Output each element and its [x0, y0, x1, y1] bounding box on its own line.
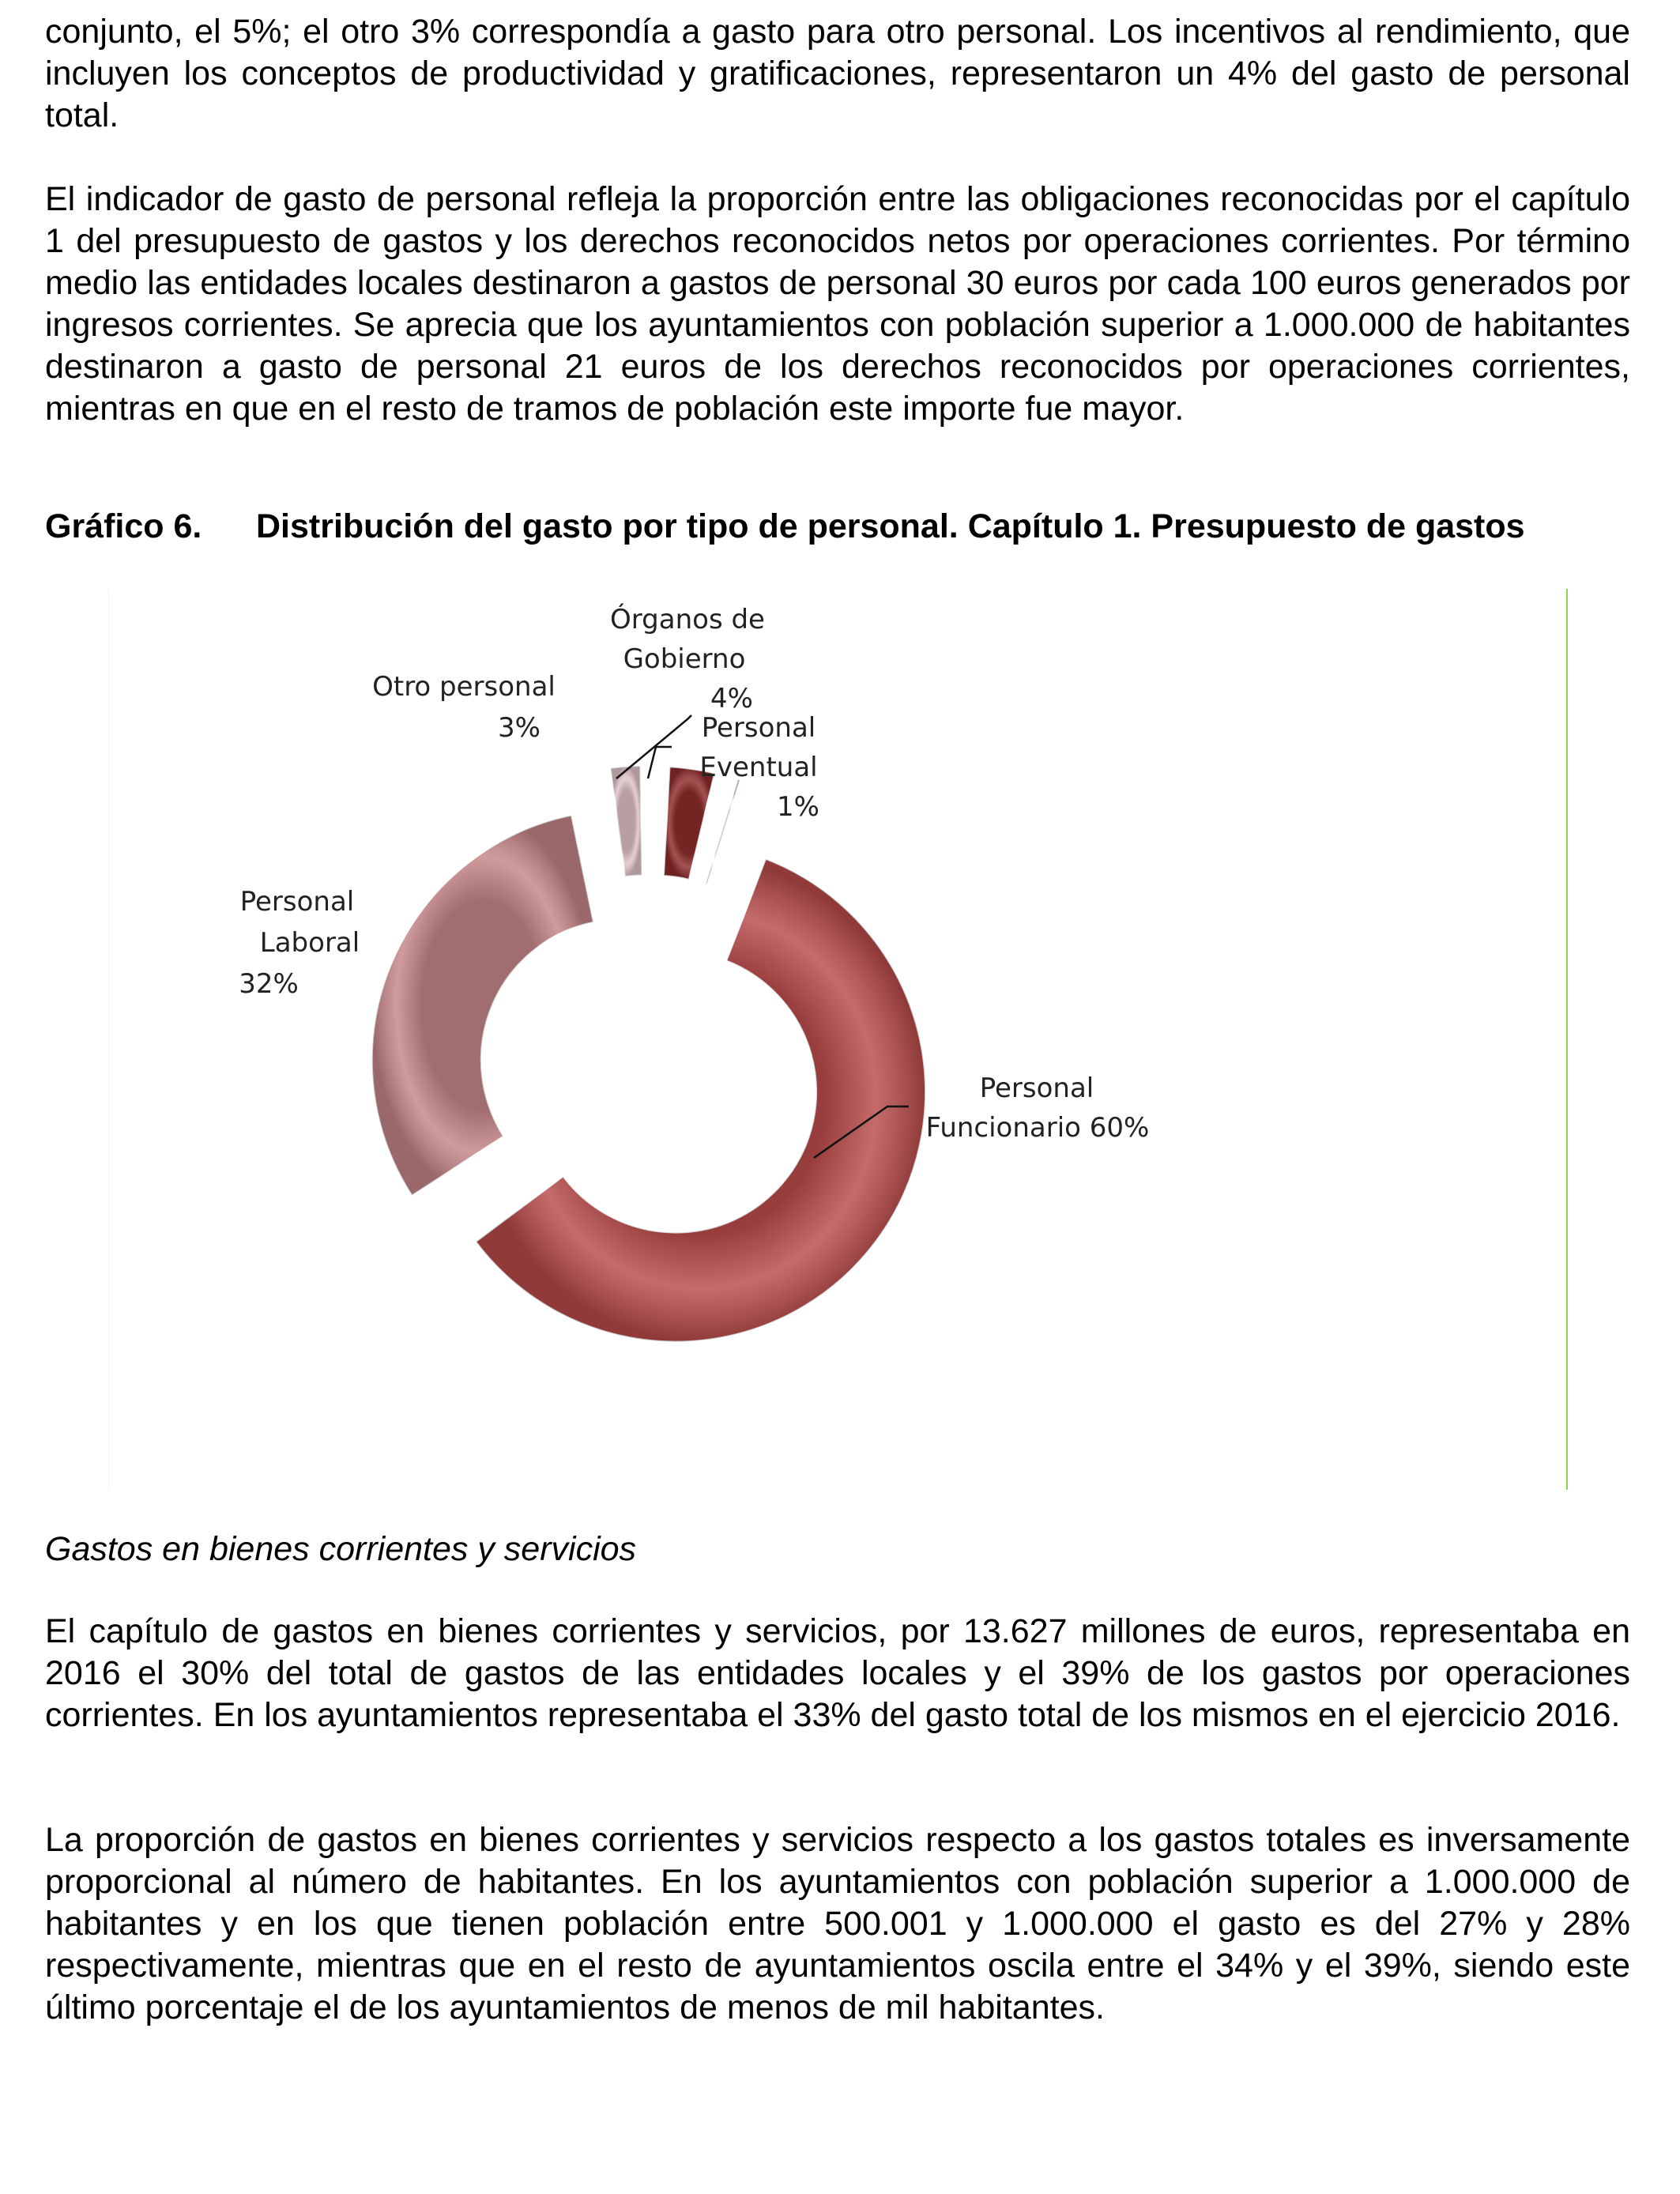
label-personal-eventual-leader-line	[648, 747, 672, 778]
label-organos-gobierno-line-2: Gobierno	[623, 643, 746, 675]
paragraph-personnel-indicator: El indicador de gasto de personal refleja la proporción entre las obligaciones reconocidas por el capítulo 1 del presupuesto de gastos y los derechos reconocidos netos por operaciones corrientes. Por término medio las entidades locales destinaron a gastos de personal 30 euros por cada 100 euros generados por ingresos corrientes. Se aprecia que los ayuntamientos con población superior a 1.000.000 de habitantes destinaron a gasto de personal 21 euros de los derechos reconocidos por operaciones corrientes, mientras en que en el resto de tramos de población este importe fue mayor.	[45, 180, 1630, 428]
label-organos-gobierno-line-1: Órganos de	[610, 604, 765, 635]
label-personal-eventual-line-1: Personal	[701, 712, 816, 744]
slice-organos-gobierno-shading	[664, 767, 714, 879]
figure-title: Distribución del gasto por tipo de personal. Capítulo 1. Presupuesto de gastos	[256, 507, 1525, 545]
label-otro-personal-line-1: Otro personal	[372, 671, 556, 703]
label-personal-eventual-line-3: 1%	[777, 791, 819, 823]
label-personal-laboral-line-3: 32%	[239, 968, 299, 1000]
slice-personal-laboral-shading	[372, 816, 593, 1196]
label-otro-personal-line-2: 3%	[498, 712, 541, 744]
slice-otro-personal-shading	[611, 766, 642, 876]
figure-caption	[45, 506, 1633, 548]
figure-number: Gráfico 6.	[45, 507, 202, 545]
label-personal-laboral-line-2: Laboral	[259, 927, 360, 959]
donut-chart	[103, 589, 1571, 1490]
label-organos-gobierno-line-3: 4%	[710, 683, 753, 714]
paragraph-personal-incentives: conjunto, el 5%; el otro 3% correspondía a gasto para otro personal. Los incentivos al rendimiento, que incluyen los conceptos de productividad y gratificaciones, representaron un 4% del gasto de personal total.	[45, 13, 1630, 134]
label-personal-eventual-line-2: Eventual	[699, 752, 818, 783]
label-personal-laboral-line-1: Personal	[239, 886, 355, 918]
paragraph-goods-services: El capítulo de gastos en bienes corrientes y servicios, por 13.627 millones de euros, representaba en 2016 el 30% del total de gastos de las entidades locales y el 39% de los gastos por operaciones corrientes. En los ayuntamientos representaba el 33% del gasto total de los mismos en el ejercicio 2016.	[45, 1612, 1630, 1734]
paragraph-goods-services-ratio: La proporción de gastos en bienes corrientes y servicios respecto a los gastos totales es inversamente proporcional al número de habitantes. En los ayuntamientos con población superior a 1.000.000 de habitantes y en los que tienen población entre 500.001 y 1.000.000 el gasto es del 27% y 28% respectivamente, mientras que en el resto de ayuntamientos oscila entre el 34% y el 39%, siendo este último porcentaje el de los ayuntamientos de menos de mil habitantes.	[45, 1821, 1630, 2026]
label-personal-funcionario-line-2: Funcionario 60%	[925, 1112, 1150, 1144]
label-personal-funcionario-line-1: Personal	[979, 1072, 1094, 1104]
section-subheading: Gastos en bienes corrientes y servicios	[45, 1530, 637, 1568]
slice-personal-eventual-shading	[706, 779, 740, 884]
